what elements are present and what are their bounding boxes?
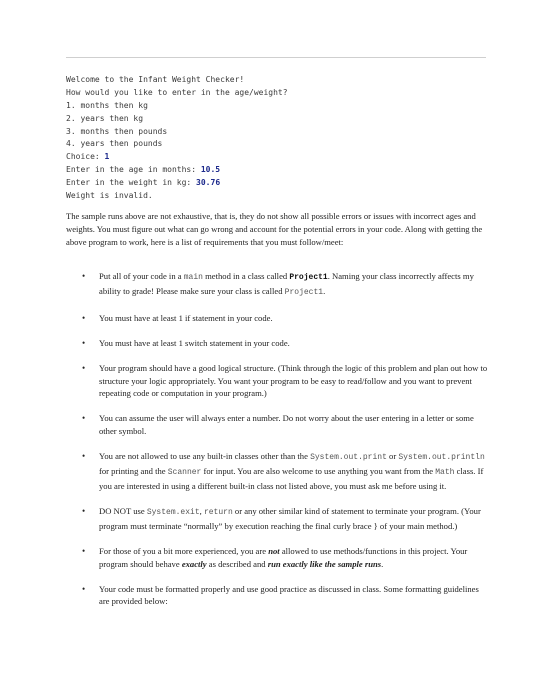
text: . (323, 285, 326, 296)
code-text: System.exit (146, 507, 200, 517)
text: allowed to use methods/functions in this project. Your program should behave (99, 545, 468, 569)
bullet-icon: • (82, 271, 86, 281)
code-text: main (183, 273, 203, 282)
text: or (386, 451, 399, 462)
console-line: 4. years then pounds (66, 139, 163, 149)
intro-paragraph (66, 210, 490, 249)
code-text: Scanner (167, 468, 202, 478)
intro-text: The sample runs above are not exhaustive, that is, they do not show all possible errors or issues with incorrect ages and weights. You must figure out what can go wrong and account for the potential errors in your code. Along with getting the above program to work, here is a list of requirements that you must follow/meet: (66, 211, 483, 247)
weight-prompt: Enter in the weight in kg: (66, 178, 197, 188)
text: You can assume the user will always enter a number. Do not worry about the user entering in a letter or some other symbol. (99, 413, 474, 437)
text: for printing and the (99, 466, 168, 477)
bullet-icon: • (82, 583, 86, 594)
list-item (66, 450, 490, 493)
code-text: Project1 (289, 273, 328, 282)
console-line: 1. months then kg (66, 100, 148, 110)
bullet-icon: • (82, 505, 86, 516)
sample-run-output (66, 74, 496, 203)
list-item (66, 270, 490, 300)
text: . (381, 558, 384, 569)
console-line (66, 177, 496, 190)
horizontal-divider (66, 57, 486, 58)
text: or any other similar kind of statement to terminate your program. (Your program must terminate “normally” by execution reaching the final curly brace } of your main method.) (99, 505, 481, 531)
text: You must have at least 1 if statement in your code. (99, 312, 273, 323)
emphasis-text: not (268, 545, 280, 556)
user-input: 1 (104, 152, 110, 162)
text: as described and (206, 558, 268, 569)
text: Your code must be formatted properly and use good practice as discussed in class. Some formatting guidelines are provided below: (99, 583, 479, 607)
emphasis-text: run exactly like the sample runs (267, 558, 382, 569)
text: For those of you a bit more experienced, you are (99, 545, 269, 556)
console-line: Weight is invalid. (66, 191, 153, 201)
bullet-icon: • (82, 337, 86, 348)
console-line: 3. months then pounds (66, 126, 168, 136)
code-text: Math (435, 468, 455, 478)
text: method in a class called (202, 271, 290, 281)
code-text: return (203, 507, 233, 517)
text: , (199, 505, 204, 516)
code-text: Project1 (284, 287, 324, 297)
user-input: 10.5 (200, 165, 221, 175)
code-text: System.out.println (398, 453, 485, 463)
list-item (66, 545, 490, 571)
list-item (66, 505, 490, 533)
text: Put all of your code in a (99, 271, 184, 281)
user-input: 30.76 (196, 178, 221, 188)
console-line (66, 151, 496, 164)
text: DO NOT use (99, 505, 147, 516)
emphasis-text: exactly (181, 558, 207, 569)
requirements-list (66, 270, 490, 620)
console-line (66, 164, 496, 177)
choice-prompt: Choice: (66, 152, 105, 162)
text: Your program should have a good logical structure. (Think through the logic of this problem and plan out how to structure your logic appropriately. You want your program to be easy to read/follow and you want to prevent repeating code or computation in your program.) (99, 362, 488, 399)
text: for input. You are also welcome to use anything you want from the (201, 466, 436, 477)
bullet-icon: • (82, 362, 86, 373)
list-item (66, 337, 490, 350)
list-item (66, 412, 490, 438)
code-text: System.out.print (310, 453, 387, 463)
list-item (66, 312, 490, 325)
bullet-icon: • (82, 413, 86, 424)
age-prompt: Enter in the age in months: (66, 165, 201, 175)
text: You must have at least 1 switch statement in your code. (99, 337, 290, 348)
list-item (66, 583, 490, 609)
console-line: How would you like to enter in the age/weight? (66, 87, 288, 97)
console-line: Welcome to the Infant Weight Checker! (66, 75, 245, 84)
list-item (66, 362, 490, 401)
bullet-icon: • (82, 312, 86, 323)
text: You are not allowed to use any built-in classes other than the (99, 451, 311, 462)
bullet-icon: • (82, 451, 86, 462)
text: class. If you are interested in using a different built-in class not listed above, you must ask me before using it. (99, 466, 484, 491)
text: . Naming your class incorrectly affects my ability to grade! Please make sure your class is called (99, 271, 474, 296)
bullet-icon: • (82, 545, 86, 556)
console-line: 2. years then kg (66, 113, 144, 123)
